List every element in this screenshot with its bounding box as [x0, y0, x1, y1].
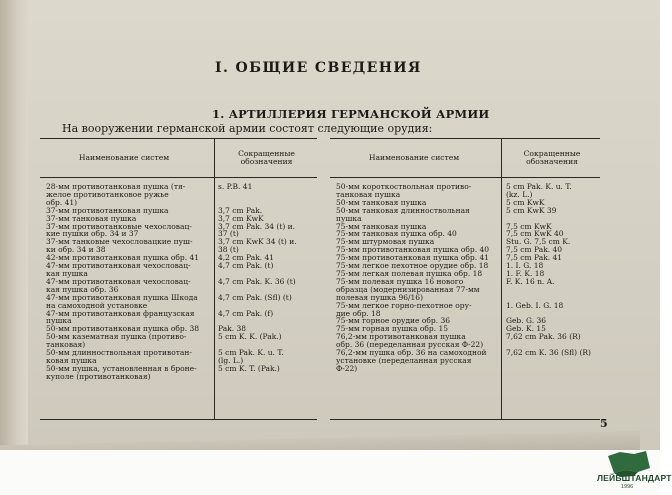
weapon-abbreviation: 1. I. G. 18: [506, 261, 544, 271]
weapon-abbreviation: 4,7 cm Pak. K. 36 (t): [218, 276, 296, 286]
weapon-abbreviation: 5 cm K. T. (Pak.): [218, 363, 280, 373]
weapon-abbreviation: 3,7 cm Pak. 34 (t) и. 37 (t): [218, 221, 296, 239]
table-row: [40, 365, 317, 381]
intro-text: На вооружении германской армии состоят следующие орудия:: [62, 122, 433, 135]
weapon-name: 76,2-мм противотанковая пушка обр. 36 (переделанная русская Ф-22): [336, 332, 484, 350]
weapon-name: 47-мм противотанковая чехословац- кая пушка обр. 36: [46, 276, 191, 294]
abbr-column-header: Сокращенные обозначения: [238, 148, 295, 166]
table-row: [40, 183, 317, 207]
weapon-abbreviation: F. K. 16 n. A.: [506, 276, 555, 286]
weapon-name: 76,2-мм пушка обр. 36 на самоходной установке (переделанная русская Ф-22): [336, 348, 487, 373]
weapon-abbreviation: 5 cm Pak. K. u. T. (lg. L.): [218, 348, 284, 365]
weapon-name: 50-мм танковая пушка: [336, 197, 427, 207]
weapon-name: 75-мм танковая пушка: [336, 221, 427, 231]
weapon-abbreviation: 4,7 cm Pak. (Sfl) (t): [218, 292, 292, 302]
weapon-abbreviation: 5 cm KwK 39: [506, 205, 557, 215]
background: [0, 450, 660, 495]
weapon-abbreviation: 7,62 cm K. 36 (Sfl) (R): [506, 348, 591, 358]
weapon-abbreviation: 7,5 cm Pak. 40: [506, 245, 563, 255]
weapon-abbreviation: Stu. G. 7,5 cm K.: [506, 237, 571, 247]
weapon-name: 75-мм штурмовая пушка: [336, 237, 435, 247]
weapon-abbreviation: 3,7 cm KwK 34 (t) и. 38 (t): [218, 237, 297, 255]
table-row: [40, 278, 317, 294]
weapon-name: 75-мм горное орудие обр. 36: [336, 316, 451, 326]
watermark-year: 1996: [621, 484, 634, 490]
weapon-abbreviation: 7,5 cm Pak. 41: [506, 253, 563, 263]
weapon-abbreviation: 3,7 cm KwK: [218, 213, 264, 223]
weapon-name: 75-мм легкое пехотное орудие обр. 18: [336, 261, 489, 271]
weapon-name: 50-мм противотанковая пушка обр. 38: [46, 324, 200, 334]
weapon-name: 50-мм короткоствольная противо- танковая пушка: [336, 182, 472, 199]
weapon-abbreviation: Geb. K. 15: [506, 324, 546, 334]
table-row: [40, 238, 317, 254]
subsection-heading: 1. АРТИЛЛЕРИЯ ГЕРМАНСКОЙ АРМИИ: [212, 107, 490, 121]
weapon-abbreviation: 7,62 cm Pak. 36 (R): [506, 332, 581, 342]
weapon-name: 75-мм противотанковая пушка обр. 40: [336, 245, 490, 255]
weapon-abbreviation: 4,7 cm Pak. (t): [218, 261, 274, 271]
weapon-name: 47-мм противотанковая французская пушка: [46, 308, 195, 326]
table-row: [330, 278, 600, 302]
weapon-name: 47-мм противотанковая чехословац- кая пушка: [46, 261, 191, 278]
table-row: [40, 294, 317, 310]
weapon-name: 75-мм танковая пушка обр. 40: [336, 229, 457, 239]
weapon-name: 75-мм противотанковая пушка обр. 41: [336, 253, 490, 263]
left-rows: [40, 183, 317, 381]
weapon-name: 37-мм танковая пушка: [46, 213, 137, 223]
name-column-header: Наименование систем: [368, 152, 460, 162]
weapon-abbreviation: s. P.B. 41: [218, 182, 253, 191]
weapon-name: 50-мм пушка, установленная в броне- куполе (противотанковая): [46, 363, 197, 381]
weapon-name: 37-мм противотанковые чехословац- кие пушки обр. 34 и 37: [46, 221, 192, 239]
weapon-abbreviation: 4,7 cm Pak. (f): [218, 308, 274, 318]
table-row: [40, 262, 317, 278]
weapon-name: 75-мм легкая полевая пушка обр. 18: [336, 268, 483, 278]
name-column-header: Наименование систем: [78, 152, 170, 162]
weapon-abbreviation: 5 cm KwK: [506, 197, 545, 207]
left-weapons-table: [40, 138, 317, 420]
weapon-name: 37-мм танковые чехословацкие пуш- ки обр. 34 и 38: [46, 237, 193, 255]
table-row: [40, 333, 317, 349]
weapon-abbreviation: 3,7 cm Pak.: [218, 205, 263, 215]
right-weapons-table: [330, 138, 600, 420]
right-rows: [330, 183, 600, 373]
table-row: [40, 349, 317, 365]
page-number: 5: [600, 417, 608, 430]
weapon-name: 50-мм казематная пушка (противо- танковая): [46, 332, 187, 350]
weapon-name: 42-мм противотанковая пушка обр. 41: [46, 253, 200, 263]
weapon-name: 28-мм противотанковая пушка (тя- желое противотанковое ружье обр. 41): [46, 182, 186, 207]
weapon-abbreviation: 1. Geb. I. G. 18: [506, 300, 564, 310]
table-header: [40, 139, 317, 178]
weapon-name: 47-мм противотанковая пушка Шкода на самоходной установке: [46, 292, 198, 310]
weapon-abbreviation: 4,2 cm Pak. 41: [218, 253, 275, 263]
weapon-abbreviation: 7,5 cm KwK: [506, 221, 552, 231]
weapon-name: 50-мм танковая длинноствольная пушка: [336, 205, 470, 223]
weapon-name: 75-мм полевая пушка 16 нового образца (модернизированная 77-мм полевая пушка 96/16): [336, 276, 480, 302]
table-row: [330, 207, 600, 223]
weapon-name: 75-мм горная пушка обр. 15: [336, 324, 449, 334]
table-row: [40, 310, 317, 326]
weapon-abbreviation: 5 cm Pak. K. u. T. (kz. L.): [506, 182, 572, 199]
abbr-column-header: Сокращенные обозначения: [523, 148, 581, 166]
weapon-abbreviation: Pak. 38: [218, 324, 247, 334]
weapon-abbreviation: 1. F. K. 18: [506, 268, 545, 278]
book-spine: [0, 0, 28, 470]
table-row: [330, 183, 600, 199]
table-row: [40, 223, 317, 239]
weapon-name: 37-мм противотанковая пушка: [46, 205, 169, 215]
table-row: [330, 349, 600, 373]
watermark-text: ЛЕЙБШТАНДАРТ: [597, 473, 672, 483]
weapon-abbreviation: 5 cm K. K. (Pak.): [218, 332, 282, 342]
weapon-name: 75-мм легкое горно-пехотное ору- дие обр. 18: [336, 300, 472, 318]
weapon-abbreviation: Geb. G. 36: [506, 316, 547, 326]
section-heading: I. ОБЩИЕ СВЕДЕНИЯ: [215, 60, 422, 76]
table-row: [330, 333, 600, 349]
table-row: [330, 302, 600, 318]
weapon-abbreviation: 7,5 cm KwK 40: [506, 229, 564, 239]
weapon-name: 50-мм длинноствольная противотан- ковая пушка: [46, 348, 192, 365]
table-header: [330, 139, 600, 178]
